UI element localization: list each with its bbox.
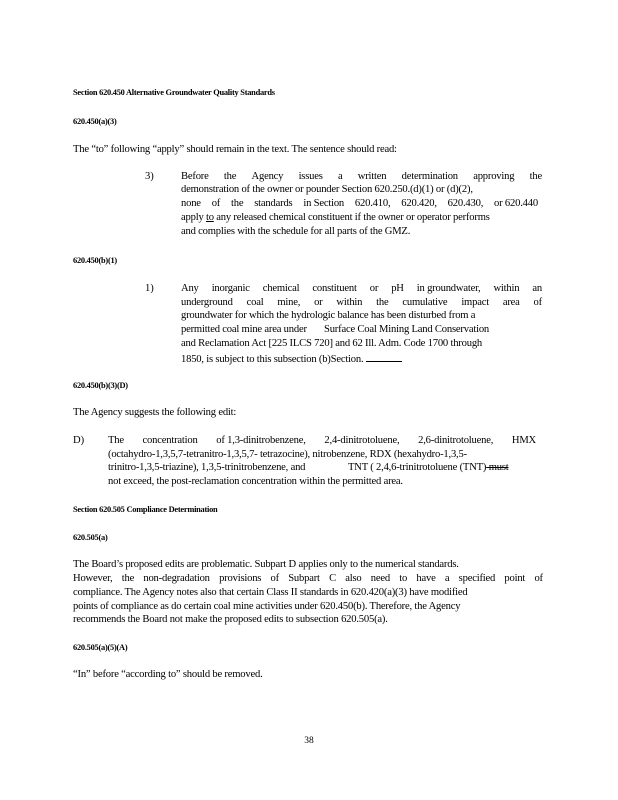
subsection-heading-b1: 620.450(b)(1) <box>73 256 117 265</box>
itemD-line-3b <box>348 462 509 473</box>
paragraph-in-before: “In” before “according to” should be removed. <box>73 669 263 680</box>
item1-line-2 <box>181 297 542 308</box>
para505-line-5: recommends the Board not make the proposed edits to subsection 620.505(a). <box>73 614 388 625</box>
word: 2,6-dinitrotoluene, <box>418 435 494 446</box>
word: within <box>336 297 363 308</box>
word: in groundwater, <box>416 283 481 294</box>
word: or <box>369 283 379 294</box>
word: or 620.440 <box>494 198 538 209</box>
word: provisions <box>219 573 262 584</box>
word: of <box>270 573 279 584</box>
word: approving <box>473 171 515 182</box>
section-heading-620-450: Section 620.450 Alternative Groundwater Quality Standards <box>73 88 275 97</box>
word: none <box>181 198 201 209</box>
item3-line-2: demonstration of the owner or pounder Section 620.250.(d)(1) or (d)(2), <box>181 184 473 195</box>
word: also <box>345 573 362 584</box>
word: standards <box>254 198 293 209</box>
word: chemical <box>262 283 300 294</box>
blank-underline <box>366 352 402 362</box>
word: a <box>444 573 450 584</box>
item3-line-3 <box>181 198 538 209</box>
word: 620.410, <box>354 198 391 209</box>
inserted-word-to: to <box>205 212 214 223</box>
para505-line-1: The Board’s proposed edits are problematic. Subpart D applies only to the numerical standards. <box>73 559 459 570</box>
item-number-1: 1) <box>145 283 154 294</box>
item1-line-4a: permitted coal mine area under <box>181 324 307 335</box>
word: the <box>529 171 542 182</box>
word: concentration <box>142 435 198 446</box>
word: Any <box>181 283 199 294</box>
struck-word-must: must <box>486 462 509 473</box>
word: the <box>223 171 237 182</box>
item3-line-4 <box>181 212 490 223</box>
item3-line-5: and complies with the schedule for all parts of the GMZ. <box>181 226 411 237</box>
word: underground <box>181 297 233 308</box>
word: area <box>502 297 520 308</box>
word: of <box>534 573 543 584</box>
word: specified <box>458 573 496 584</box>
itemD-line-1 <box>108 435 536 446</box>
word: constituent <box>312 283 357 294</box>
word: determination <box>401 171 458 182</box>
itemD-line-2: (octahydro-1,3,5,7-tetranitro-1,3,5,7- tetrazocine), nitrobenzene, RDX (hexahydro-1,3,5- <box>108 449 467 460</box>
itemD-line-3a: trinitro-1,3,5-triazine), 1,3,5-trinitrobenzene, and <box>108 462 306 473</box>
word: However, <box>73 573 113 584</box>
item1-line-4b: Surface Coal Mining Land Conservation <box>324 324 490 335</box>
word: an <box>532 283 542 294</box>
page-number: 38 <box>304 736 314 746</box>
word: non-degradation <box>143 573 210 584</box>
word: of <box>533 297 542 308</box>
word: have <box>416 573 436 584</box>
word: 620.430, <box>447 198 484 209</box>
word: inorganic <box>211 283 250 294</box>
word: coal <box>246 297 264 308</box>
item1-line-3: groundwater for which the hydrologic balance has been disturbed from a <box>181 310 476 321</box>
word: cumulative <box>402 297 448 308</box>
word: in Section <box>303 198 345 209</box>
para505-line-3: compliance. The Agency notes also that certain Class II standards in 620.420(a)(3) have modified <box>73 587 468 598</box>
para505-line-2 <box>73 573 543 584</box>
word: pH <box>391 283 404 294</box>
word: written <box>357 171 387 182</box>
subsection-heading-505a: 620.505(a) <box>73 533 108 542</box>
word: 620.420, <box>401 198 437 209</box>
subsection-heading-b3D: 620.450(b)(3)(D) <box>73 381 128 390</box>
item1-line-5: and Reclamation Act [225 ILCS 720] and 62 Ill. Adm. Code 1700 through <box>181 338 483 349</box>
item3-line-4-post: any released chemical constituent if the owner or operator performs <box>213 212 490 223</box>
paragraph-suggests: The Agency suggests the following edit: <box>73 407 237 418</box>
subsection-heading-505a5A: 620.505(a)(5)(A) <box>73 643 128 652</box>
word: Agency <box>251 171 284 182</box>
paragraph-to-apply: The “to” following “apply” should remain in the text. The sentence should read: <box>73 144 397 155</box>
word: impact <box>461 297 489 308</box>
word: a <box>337 171 343 182</box>
word: the <box>376 297 389 308</box>
item3-line-4-pre: apply <box>181 212 206 223</box>
item1-line-1 <box>181 283 542 294</box>
word: issues <box>298 171 323 182</box>
word: need <box>370 573 390 584</box>
word: Subpart <box>288 573 320 584</box>
word: point <box>504 573 526 584</box>
itemD-tnt-text: TNT ( 2,4,6-trinitrotoluene (TNT) <box>348 462 487 473</box>
item3-line-1 <box>181 171 542 182</box>
word: The <box>108 435 124 446</box>
word: to <box>399 573 408 584</box>
item-number-3: 3) <box>145 171 154 182</box>
word: the <box>121 573 135 584</box>
word: of 1,3-dinitrobenzene, <box>216 435 306 446</box>
item1-line-6 <box>181 352 402 365</box>
itemD-line-4: not exceed, the post-reclamation concentration within the permitted area. <box>108 476 403 487</box>
item1-line-6-text: 1850, is subject to this subsection (b)Section. <box>181 354 364 365</box>
subsection-heading-a3: 620.450(a)(3) <box>73 117 117 126</box>
para505-line-4: points of compliance as do certain coal mine activities under 620.450(b). Therefore, the Agency <box>73 601 461 612</box>
word: 2,4-dinitrotoluene, <box>324 435 400 446</box>
word: Before <box>181 171 209 182</box>
word: C <box>329 573 336 584</box>
word: within <box>493 283 520 294</box>
section-heading-620-505: Section 620.505 Compliance Determination <box>73 505 218 514</box>
word: the <box>231 198 244 209</box>
word: of <box>211 198 221 209</box>
word: or <box>314 297 323 308</box>
word: HMX <box>511 435 536 446</box>
word: mine, <box>277 297 301 308</box>
item-number-D: D) <box>73 435 85 446</box>
